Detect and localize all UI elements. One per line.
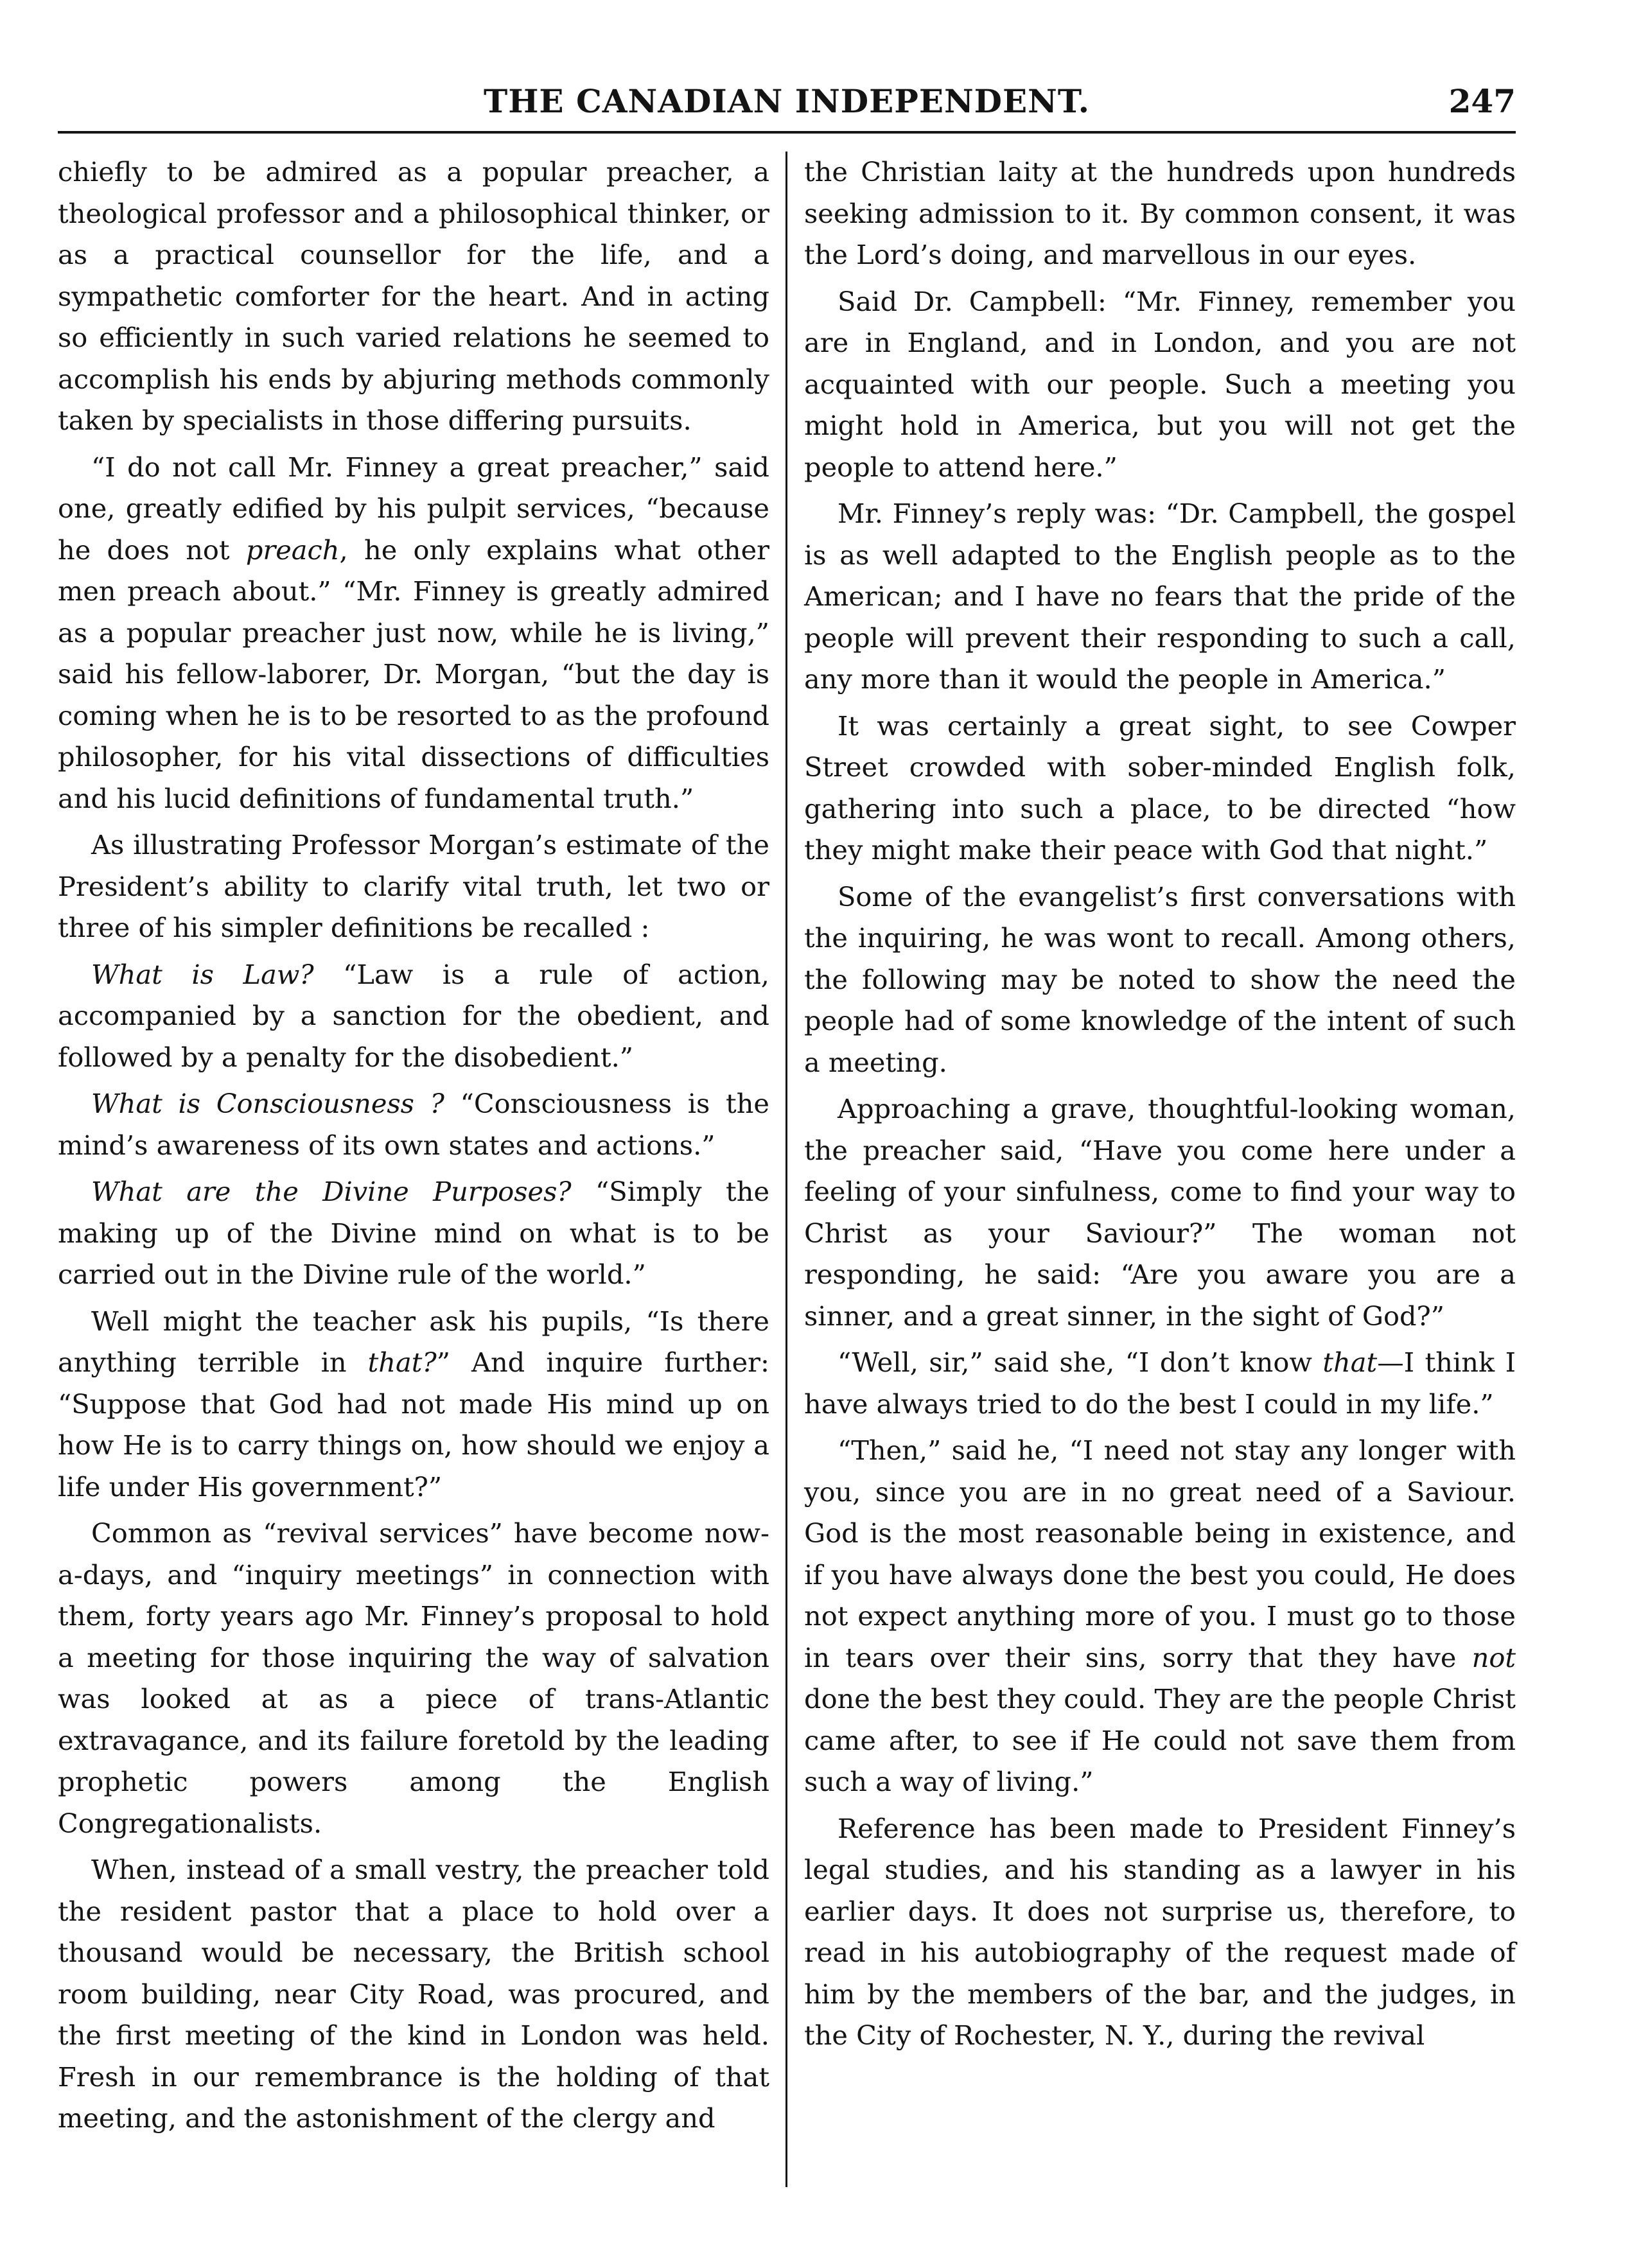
italic-text: that? — [367, 1347, 437, 1378]
column-divider — [785, 152, 787, 2187]
italic-text: preach — [245, 534, 340, 566]
paragraph — [58, 1083, 769, 1166]
italic-text: not — [1471, 1641, 1516, 1673]
definition-term: What is Law? — [91, 958, 314, 990]
paragraph: When, instead of a small vestry, the preacher told the resident pastor that a place to hold over a thousand would be necessary, the British school room building, near City Road, was procured, and the first meeting of the kind in London was held. Fresh in our remembrance is the holding of that meeting, and the astonishment of the clergy and — [58, 1854, 769, 2134]
text-run: “Consciousness is the mind’s awareness of its own states and actions.” — [58, 1088, 769, 1161]
paragraph: Common as “revival services” have become now-a-days, and “inquiry meetings” in connection with them, forty years ago Mr. Finney’s proposal to hold a meeting for those inquiring the way of salvation was looked at as a piece of trans-Atlantic extravagance, and its failure foretold by the leading prophetic powers among the English Congregationalists. — [58, 1517, 769, 1839]
text-run: done the best they could. They are the people Christ came after, to see if He could not save them from such a way of living.” — [804, 1683, 1516, 1797]
right-column — [804, 152, 1516, 2062]
paragraph: Reference has been made to President Finney’s legal studies, and his standing as a lawyer in his earlier days. It does not surprise us, therefore, to read in his autobiography of the request made of him by the members of the bar, and the judges, in the City of Rochester, N. Y., during the revival — [804, 1812, 1516, 2051]
left-column — [58, 152, 769, 2145]
text-run: “Simply the making up of the Divine mind on what is to be carried out in the Divine rule of the world.” — [58, 1176, 770, 1290]
paragraph: the Christian laity at the hundreds upon hundreds seeking admission to it. By common consent, it was the Lord’s doing, and marvellous in our eyes. — [804, 156, 1516, 270]
paragraph — [58, 1171, 769, 1296]
paragraph — [58, 1301, 769, 1508]
paragraph: Mr. Finney’s reply was: “Dr. Campbell, the gospel is as well adapted to the English people as to the American; and I have no fears that the pride of the people will prevent their responding to such a call, any more than it would the people in America.” — [804, 498, 1516, 695]
definition-term: What is Consciousness ? — [91, 1088, 444, 1119]
paragraph: It was certainly a great sight, to see Cowper Street crowded with sober-minded English folk, gathering into such a place, to be directed “how they might make their peace with God that night.” — [804, 710, 1516, 866]
text-run: ” And inquire further: “Suppose that God had not made His mind up on how He is to carry things on, how should we enjoy a life under His government?” — [58, 1347, 770, 1503]
paragraph — [804, 1430, 1516, 1803]
paragraph — [58, 954, 769, 1079]
text-run: , he only explains what other men preach about.” “Mr. Finney is greatly admired as a popular preacher just now, while he is living,” said his fellow-laborer, Dr. Morgan, “but the day is coming when he is to be resorted to as the profound philosopher, for his vital dissections of difficulties and his lucid definitions of fundamental truth.” — [58, 534, 769, 814]
paragraph — [58, 447, 769, 820]
page-header — [58, 82, 1516, 134]
paragraph: Said Dr. Campbell: “Mr. Finney, remember you are in England, and in London, and you are not acquainted with our people. Such a meeting you might hold in America, but you will not get the people to attend here.” — [804, 285, 1516, 483]
paragraph: chiefly to be admired as a popular preacher, a theological professor and a philosophical thinker, or as a practical counsellor for the life, and a sympathetic comforter for the heart. And in acting so efficiently in such varied relations he seemed to accomplish his ends by abjuring methods commonly taken by specialists in those differing pursuits. — [58, 156, 769, 436]
journal-title: THE CANADIAN INDEPENDENT. — [483, 82, 1091, 120]
header-rule — [58, 131, 1516, 134]
text-run: “Then,” said he, “I need not stay any longer with you, since you are in no great need of a Saviour. God is the most reasonable being in existence, and if you have always done the best you could, He does not expect anything more of you. I must go to those in tears over their sins, sorry that they have — [804, 1435, 1516, 1673]
text-run: “I do not call Mr. Finney a great preacher,” said one, greatly edified by his pulpit services, “because he does not — [58, 451, 769, 566]
text-run: Well might the teacher ask his pupils, “Is there anything terrible in — [58, 1305, 769, 1378]
italic-text: that — [1322, 1347, 1378, 1378]
page — [58, 0, 1516, 2268]
paragraph: Some of the evangelist’s first conversations with the inquiring, he was wont to recall. Among others, the following may be noted to show the need the people had of some knowledge of the intent of such a meeting. — [804, 880, 1516, 1078]
text-run: “Well, sir,” said she, “I don’t know — [838, 1347, 1323, 1378]
page-number: 247 — [1448, 82, 1516, 120]
paragraph: Approaching a grave, thoughtful-looking woman, the preacher said, “Have you come here under a feeling of your sinfulness, come to find your way to Christ as your Saviour?” The woman not responding, he said: “Are you aware you are a sinner, and a great sinner, in the sight of God?” — [804, 1093, 1516, 1332]
text-run: “Law is a rule of action, accompanied by a sanction for the obedient, and followed by a penalty for the disobedient.” — [58, 958, 770, 1073]
paragraph: As illustrating Professor Morgan’s estimate of the President’s ability to clarify vital truth, let two or three of his simpler definitions be recalled : — [58, 829, 769, 943]
paragraph — [804, 1342, 1516, 1425]
text-run: —I think I have always tried to do the best I could in my life.” — [804, 1347, 1516, 1420]
definition-term: What are the Divine Purposes? — [91, 1176, 572, 1207]
